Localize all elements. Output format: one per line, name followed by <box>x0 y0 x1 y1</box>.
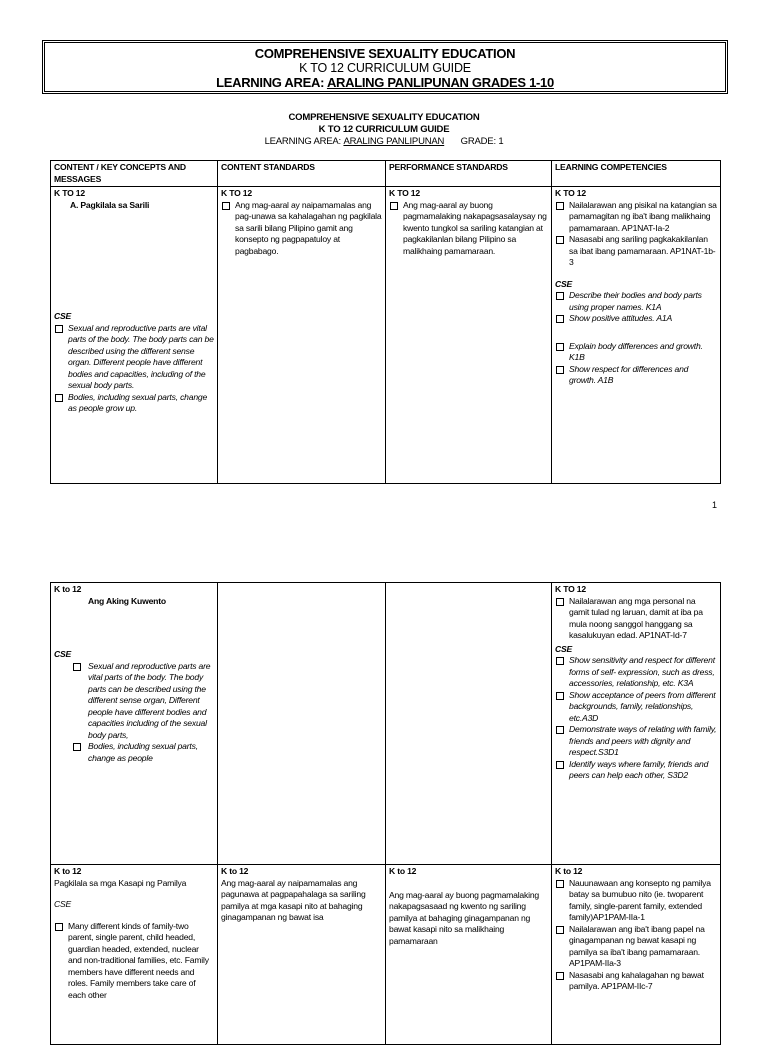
list-item: Demonstrate ways of relating with family, friends and peers with dignity and respect.S3D1 <box>555 724 717 759</box>
topic-title: A. Pagkilala sa Sarili <box>70 199 150 210</box>
table-row <box>51 865 721 1045</box>
section-title: COMPREHENSIVE SEXUALITY EDUCATION <box>288 112 480 123</box>
list-item: Show respect for differences and growth. A1B <box>555 364 717 387</box>
list-item: Show sensitivity and respect for different forms of self- expression, such as dress, accessories, relationship, etc. K3A <box>555 655 717 690</box>
cell-learning-competencies: K TO 12 Nailalarawan ang mga personal na gamit tulad ng laruan, damit at iba pa mula noong sanggol hanggang sa kasalukuyan edad. AP1NAT-Id-7 CSE Show sensitivity and respect for different forms of self- expression, such as dress, accessories, relationship, etc. K3A Show acceptance of peers from different backgrounds, family, relationships, etc.A3D Demonstrate ways of relating with family, friends and peers with dignity and respect.S3D1 Identify ways where family, friends and peers can help each other, S3D2 <box>552 583 721 865</box>
cell-content-standards-empty <box>218 583 386 865</box>
cse-label: CSE <box>555 643 573 654</box>
page-number: 1 <box>712 500 718 510</box>
table-row <box>51 583 721 865</box>
banner-title: COMPREHENSIVE SEXUALITY EDUCATION <box>254 46 516 61</box>
cse-label: CSE <box>555 278 573 289</box>
grade-label: GRADE: 1 <box>460 136 504 147</box>
table-header-row <box>51 161 721 187</box>
section-learning-area: LEARNING AREA: ARALING PANLIPUNAN GRADE: 1 <box>264 136 504 147</box>
cell-content-standards: K to 12 Ang mag-aaral ay naipamamalas ang pagunawa at pagpapahalaga sa sariling pamilya at mga kasapi nito at bahaging ginagampanan ng bawat isa <box>218 865 386 1045</box>
banner-learning-area: LEARNING AREA: ARALING PANLIPUNAN GRADES 1-10 <box>216 75 554 90</box>
curriculum-table-page2 <box>50 582 721 1045</box>
cell-content-standards: K TO 12 Ang mag-aaral ay naipamamalas ang pag-unawa sa kahalagahan ng pagkilala sa sarili bilang Pilipino gamit ang konsepto ng pagpapatuloy at pagbabago. <box>218 187 386 484</box>
curriculum-table-page1 <box>50 160 721 484</box>
cell-learning-competencies: K TO 12 Nailalarawan ang pisikal na katangian sa pamamagitan ng iba't ibang malikhaing pamamaraan. AP1NAT-Ia-2 Nasasabi ang sariling pagkakakilanlan sa ibat ibang pamamaraan. AP1NAT-1b-3 CSE Describe their bodies and body parts using proper names. K1A Show positive attitudes. A1A Explain body differences and growth. K1B Show respect for differences and growth. A1B <box>552 187 721 484</box>
cell-key-concepts: K to 12 Pagkilala sa mga Kasapi ng Pamilya CSE Many different kinds of family-two parent, single parent, child headed, guardian headed, extended, nuclear and non-traditional families, etc. Family members have different needs and roles. Family members take care of each other <box>51 865 218 1045</box>
section-heading <box>0 112 768 148</box>
list-item: Bodies, including sexual parts, change as people grow up. <box>54 392 214 415</box>
table-row <box>51 187 721 484</box>
header-performance-standards: PERFORMANCE STANDARDS <box>386 161 552 187</box>
cse-label: CSE <box>54 899 72 909</box>
cse-list <box>54 323 214 415</box>
list-item: Nailalarawan ang pisikal na katangian sa pamamagitan ng iba't ibang malikhaing pamamaraan. AP1NAT-Ia-2 <box>555 200 717 235</box>
list-item: Nailalarawan ang mga personal na gamit tulad ng laruan, damit at iba pa mula noong sanggol hanggang sa kasalukuyan edad. AP1NAT-Id-7 <box>555 596 717 642</box>
section-guide: K TO 12 CURRICULUM GUIDE <box>318 124 450 135</box>
cell-key-concepts: K TO 12 A. Pagkilala sa Sarili CSE Sexual and reproductive parts are vital parts of the body. The body parts can be described using the different sense organ. Different people have different bodies and capacities, including of the sexual body parts. Bodies, including sexual parts, change as people grow up. <box>51 187 218 484</box>
cell-performance-standards-empty <box>386 583 552 865</box>
list-item: Ang mag-aaral ay buong pagmamalaking nakapagsasalaysay ng kwento tungkol sa sariling katangian at pagkakilanlan bilang Pilipino sa malikhaing pamamaraan. <box>389 200 548 258</box>
list-item: Show positive attitudes. A1A <box>555 313 717 325</box>
list-item: Ang mag-aaral ay naipamamalas ang pag-unawa sa kahalagahan ng pagkilala sa sarili bilang Pilipino gamit ang konsepto ng pagpapatuloy at pagbabago. <box>221 200 382 258</box>
list-item: Nasasabi ang sariling pagkakakilanlan sa ibat ibang pamamaraan. AP1NAT-1b-3 <box>555 234 717 269</box>
list-item: Describe their bodies and body parts using proper names. K1A <box>555 290 717 313</box>
topic-title: Pagkilala sa mga Kasapi ng Pamilya <box>54 877 187 888</box>
list-item: Show acceptance of peers from different backgrounds, family, relationships, etc.A3D <box>555 690 717 725</box>
list-item: Nauunawaan ang konsepto ng pamilya batay sa bumubuo nito (ie. twoparent family, single-parent family, extended family)AP1PAM-IIa-1 <box>555 878 717 924</box>
content-standard-text: Ang mag-aaral ay naipamamalas ang pagunawa at pagpapahalaga sa sariling pamilya at mga kasapi nito at bahaging ginagampanan ng bawat isa <box>221 877 366 922</box>
topic-title: Ang Aking Kuwento <box>88 595 166 606</box>
performance-standard-text: Ang mag-aaral ay buong pagmamalaking nakapagsasaad ng kwento ng sariling pamilya at bahaging ginagampanan ng bawat kasapi nito sa malikhaing pamamaraan <box>389 889 539 946</box>
cell-performance-standards: K to 12 Ang mag-aaral ay buong pagmamalaking nakapagsasaad ng kwento ng sariling pamilya at bahaging ginagampanan ng bawat kasapi nito sa malikhaing pamamaraan <box>386 865 552 1045</box>
header-content-standards: CONTENT STANDARDS <box>218 161 386 187</box>
document-banner <box>42 40 728 94</box>
list-item: Identify ways where family, friends and peers can help each other, S3D2 <box>555 759 717 782</box>
cse-label: CSE <box>54 649 72 659</box>
list-item: Sexual and reproductive parts are vital parts of the body. The body parts can be described using the different sense organ, Different people have different bodies and capacities including of the sexual body parts, <box>72 661 214 742</box>
list-item: Bodies, including sexual parts, change as people <box>72 741 214 764</box>
cse-label: CSE <box>54 311 72 321</box>
list-item: Explain body differences and growth. K1B <box>555 341 717 364</box>
list-item: Nailalarawan ang iba't ibang papel na ginagampanan ng bawat kasapi ng pamilya sa iba't ibang pamamaraan. AP1PAM-IIa-3 <box>555 924 717 970</box>
cell-learning-competencies: K to 12 Nauunawaan ang konsepto ng pamilya batay sa bumubuo nito (ie. twoparent family, single-parent family, extended family)AP1PAM-IIa-1 Nailalarawan ang iba't ibang papel na ginagampanan ng bawat kasapi ng pamilya sa iba't ibang pamamaraan. AP1PAM-IIa-3 Nasasabi ang kahalagahan ng bawat pamilya. AP1PAM-IIc-7 <box>552 865 721 1045</box>
list-item: Sexual and reproductive parts are vital parts of the body. The body parts can be described using the different sense organ. Different people have different bodies and capacities, including of the sexual body parts. <box>54 323 214 392</box>
cell-performance-standards: K TO 12 Ang mag-aaral ay buong pagmamalaking nakapagsasalaysay ng kwento tungkol sa sariling katangian at pagkakilanlan bilang Pilipino sa malikhaing pamamaraan. <box>386 187 552 484</box>
cell-key-concepts: K to 12 Ang Aking Kuwento CSE Sexual and reproductive parts are vital parts of the body. The body parts can be described using the different sense organ, Different people have different bodies and capacities including of the sexual body parts, Bodies, including sexual parts, change as people <box>51 583 218 865</box>
header-content-key-concepts: CONTENT / KEY CONCEPTS AND MESSAGES <box>51 161 218 187</box>
header-learning-competencies: LEARNING COMPETENCIES <box>552 161 721 187</box>
list-item: Many different kinds of family-two parent, single parent, child headed, guardian headed, extended, nuclear and non-traditional families, etc. Family members have different needs and roles. Family members take care of each other <box>54 921 214 1002</box>
list-item: Nasasabi ang kahalagahan ng bawat pamilya. AP1PAM-IIc-7 <box>555 970 717 993</box>
banner-guide: K TO 12 CURRICULUM GUIDE <box>299 61 471 75</box>
